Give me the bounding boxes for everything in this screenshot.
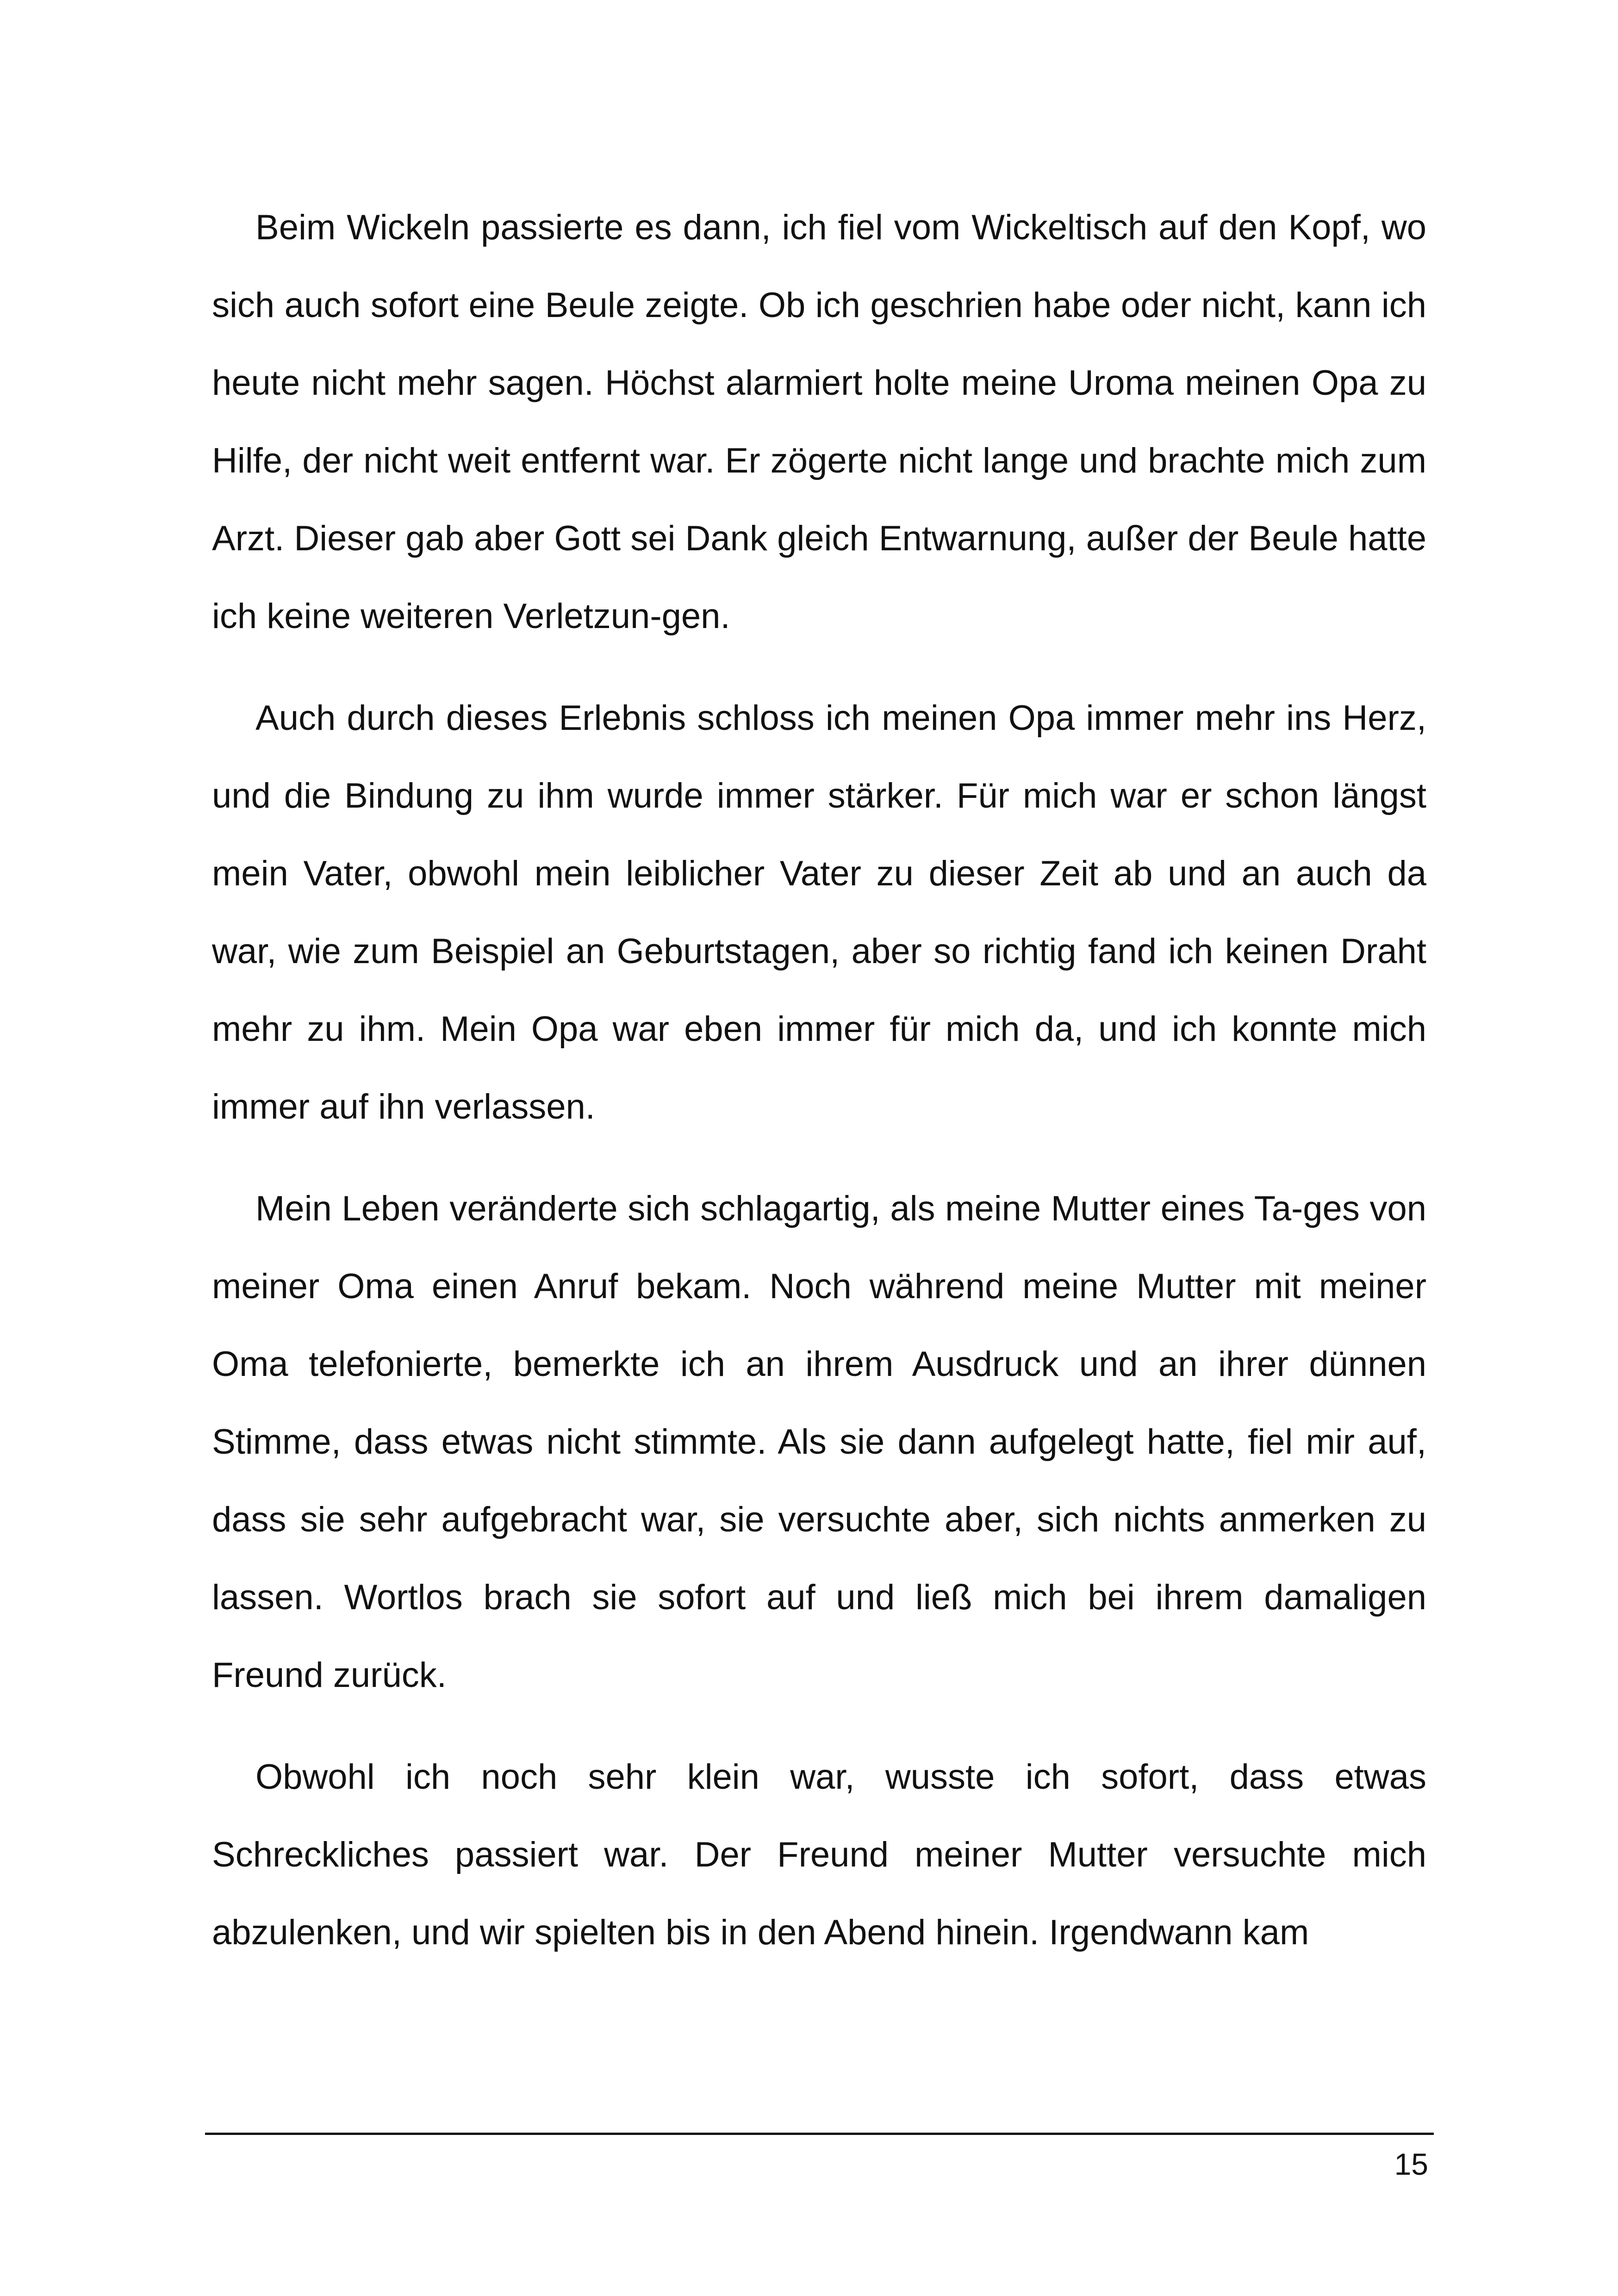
paragraph: Auch durch dieses Erlebnis schloss ich meinen Opa immer mehr ins Herz, und die Bindung zu ihm wurde immer stärker. Für mich war er schon längst mein Vater, obwohl mein leiblicher Vater zu dieser Zeit ab und an auch da war, wie zum Beispiel an Geburtstagen, aber so richtig fand ich keinen Draht mehr zu ihm. Mein Opa war eben immer für mich da, und ich konnte mich immer auf ihn verlassen.: [212, 698, 1426, 1126]
paragraph: Beim Wickeln passierte es dann, ich fiel vom Wickeltisch auf den Kopf, wo sich auch sofort eine Beule zeigte. Ob ich geschrien habe oder nicht, kann ich heute nicht mehr sagen. Höchst alarmiert holte meine Uroma meinen Opa zu Hilfe, der nicht weit entfernt war. Er zögerte nicht lange und brachte mich zum Arzt. Dieser gab aber Gott sei Dank gleich Entwarnung, außer der Beule hatte ich keine weiteren Verletzun-gen.: [212, 208, 1426, 636]
paragraph: Mein Leben veränderte sich schlagartig, als meine Mutter eines Ta-ges von meiner Oma einen Anruf bekam. Noch während meine Mutter mit meiner Oma telefonierte, bemerkte ich an ihrem Ausdruck und an ihrer dünnen Stimme, dass etwas nicht stimmte. Als sie dann aufgelegt hatte, fiel mir auf, dass sie sehr aufgebracht war, sie versuchte aber, sich nichts anmerken zu lassen. Wortlos brach sie sofort auf und ließ mich bei ihrem damaligen Freund zurück.: [212, 1189, 1426, 1695]
body-text: [212, 189, 1426, 1996]
footer-divider: [205, 2133, 1434, 2135]
page-number: 15: [1394, 2147, 1428, 2181]
paragraph: Obwohl ich noch sehr klein war, wusste ich sofort, dass etwas Schreckliches passiert war. Der Freund meiner Mutter versuchte mich abzulenken, und wir spielten bis in den Abend hinein. Irgendwann kam: [212, 1757, 1426, 1952]
